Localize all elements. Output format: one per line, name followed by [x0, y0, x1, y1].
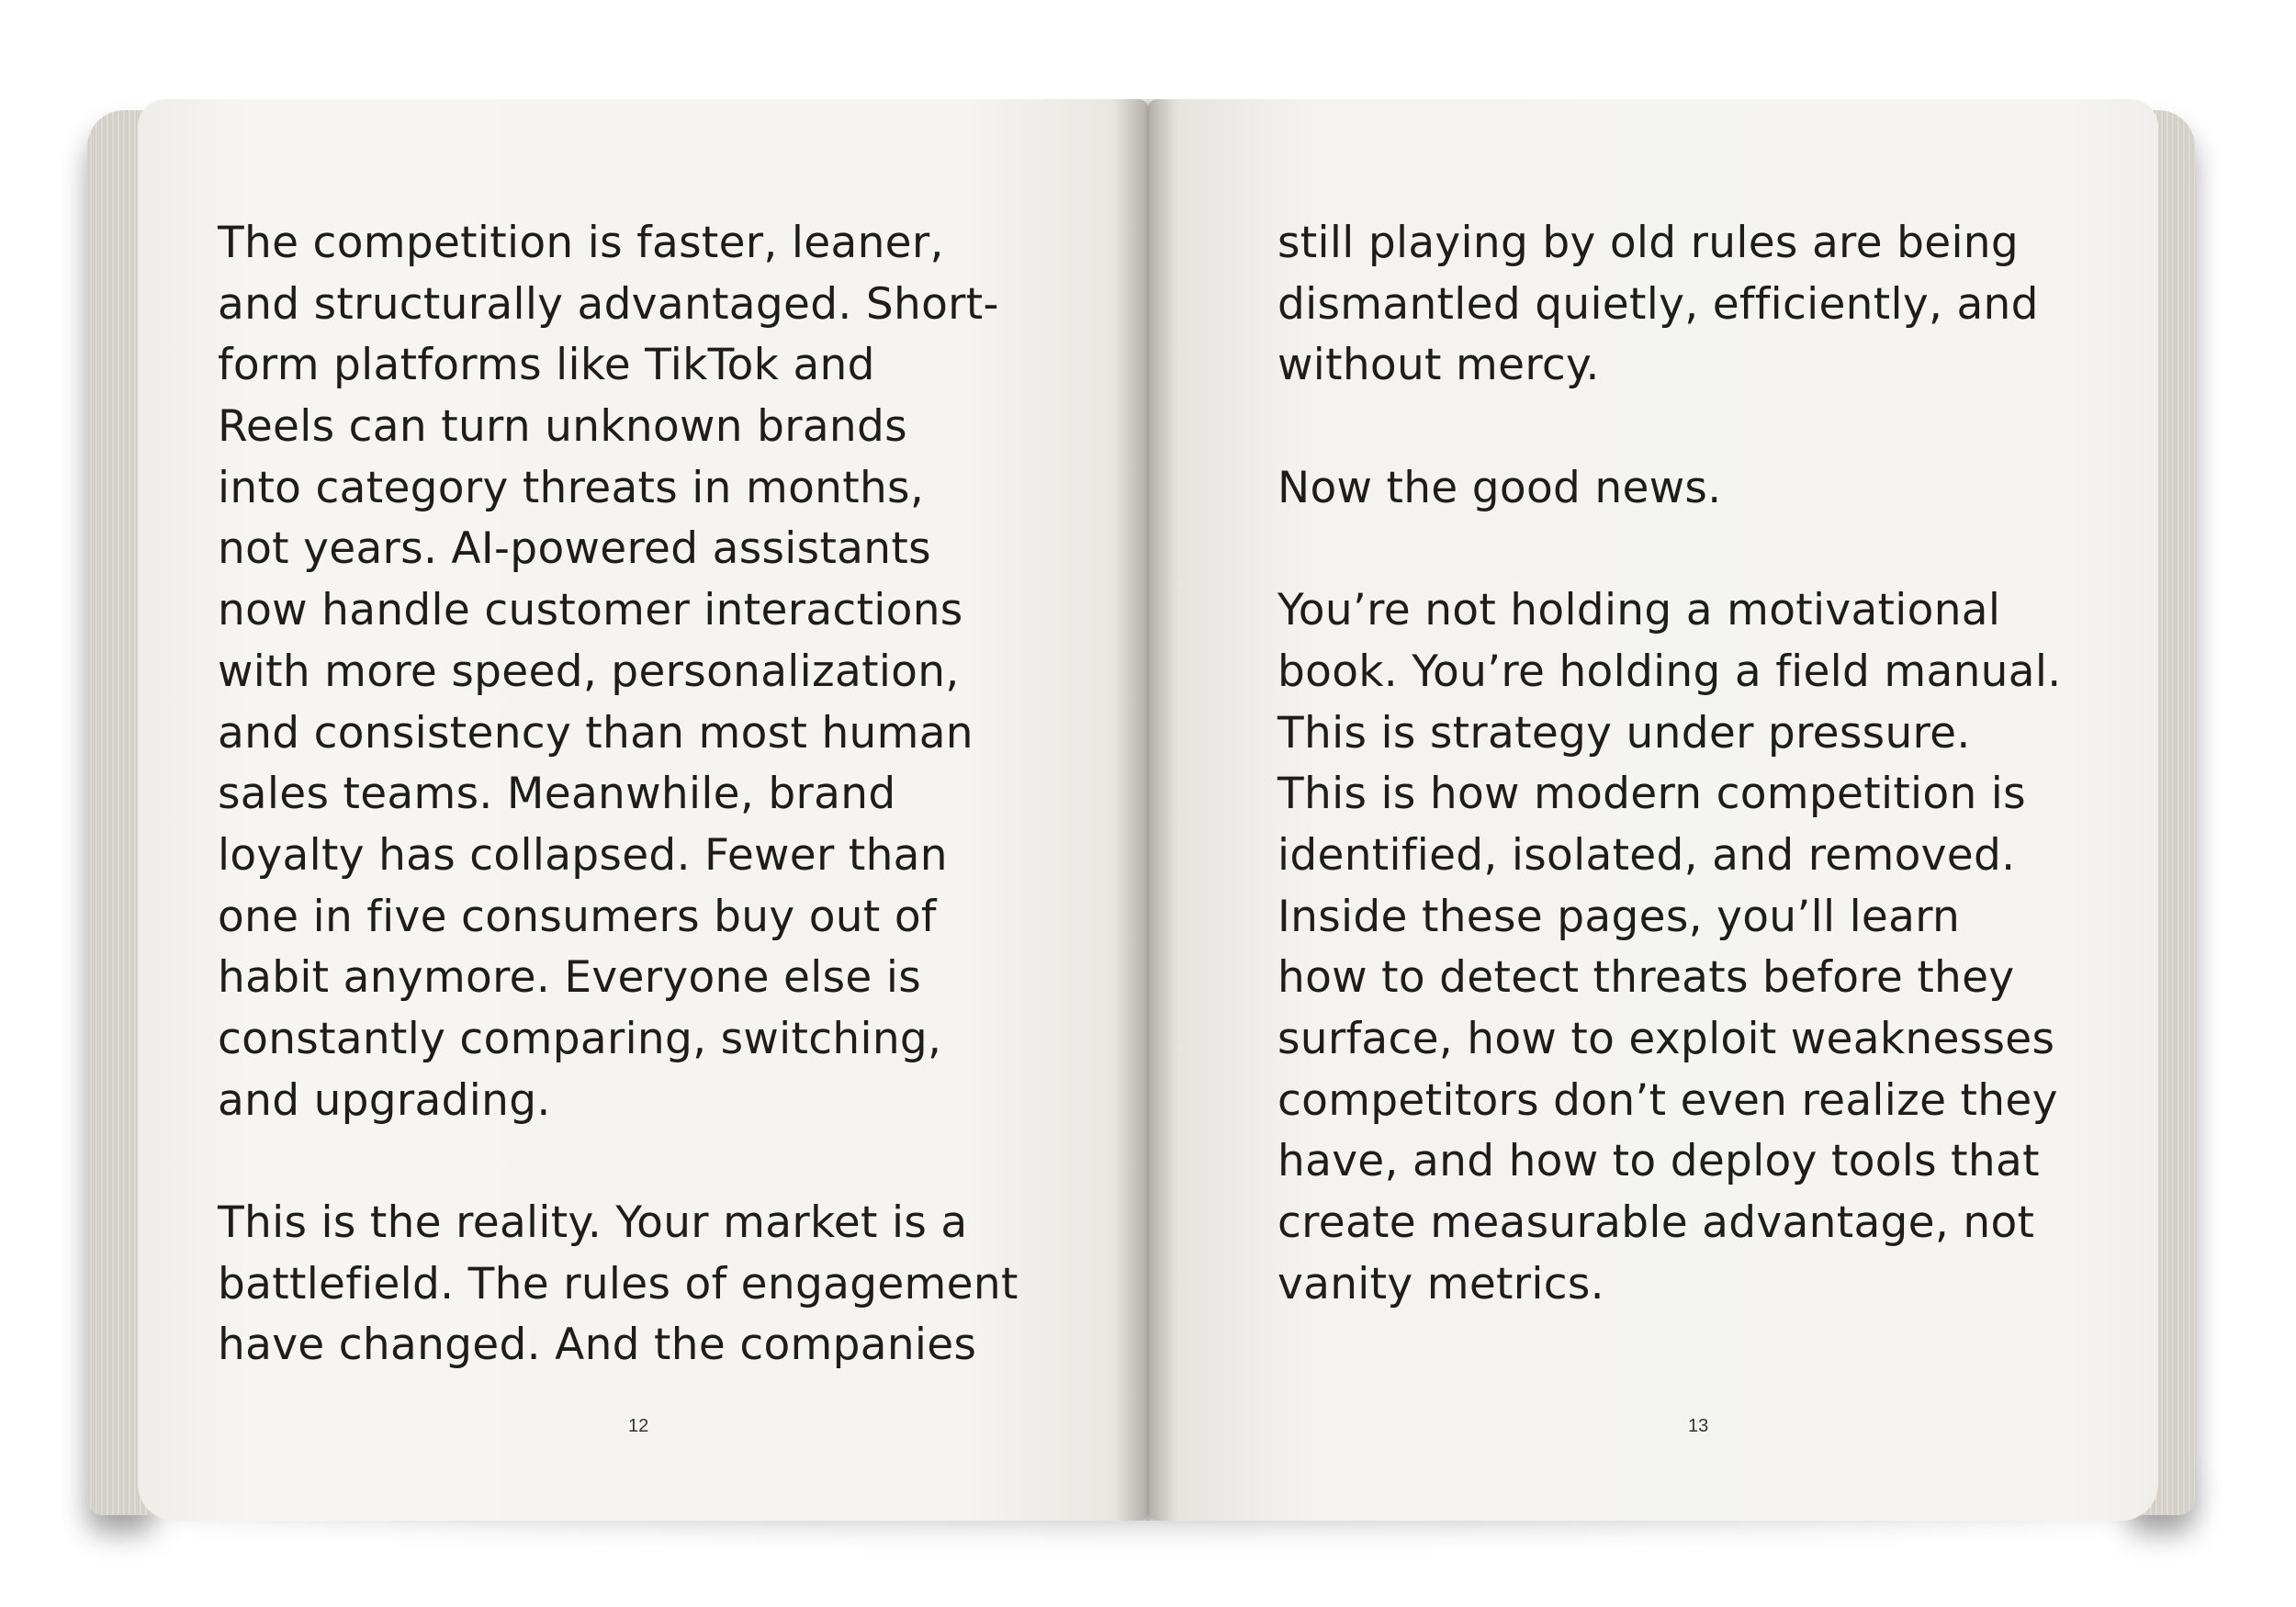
text-line: now handle customer interactions [218, 585, 963, 636]
text-line: sales teams. Meanwhile, brand [218, 769, 896, 820]
text-line: and consistency than most human [218, 707, 974, 759]
text-line: competitors don’t even realize they [1277, 1074, 2058, 1126]
page-number-left: 12 [628, 1416, 649, 1436]
text-line: battlefield. The rules of engagement [218, 1258, 1019, 1309]
paragraph [1277, 580, 2132, 1315]
text-line: not years. AI-powered assistants [218, 523, 931, 575]
text-line: This is how modern competition is [1277, 769, 2026, 820]
text-line: Now the good news. [1277, 462, 1722, 513]
text-line: how to detect threats before they [1277, 952, 2015, 1004]
text-line: without mercy. [1277, 340, 1600, 391]
text-line: This is strategy under pressure. [1277, 707, 1971, 759]
text-line: This is the reality. Your market is a [218, 1197, 968, 1248]
text-line: habit anymore. Everyone else is [218, 952, 922, 1004]
text-line: dismantled quietly, efficiently, and [1277, 278, 2039, 330]
text-line: create measurable advantage, not [1277, 1197, 2035, 1248]
paragraph [218, 213, 1118, 1131]
text-line: still playing by old rules are being [1277, 218, 2020, 268]
page-number-right: 13 [1688, 1416, 1709, 1436]
text-line: one in five consumers buy out of [218, 891, 937, 942]
text-line: loyalty has collapsed. Fewer than [218, 829, 948, 881]
paragraph-gap [1277, 519, 2132, 580]
text-line: have, and how to deploy tools that [1277, 1136, 2040, 1187]
text-line: vanity metrics. [1277, 1258, 1604, 1309]
text-line: You’re not holding a motivational [1277, 585, 2001, 636]
right-page-text [1277, 213, 2132, 1315]
text-line: surface, how to exploit weaknesses [1277, 1013, 2055, 1064]
paragraph-gap [218, 1131, 1118, 1193]
paragraph [1277, 213, 2132, 397]
text-line: and structurally advantaged. Short- [218, 278, 999, 330]
text-line: have changed. And the companies [218, 1320, 977, 1371]
text-line: with more speed, personalization, [218, 646, 960, 697]
text-line: form platforms like TikTok and [218, 340, 875, 391]
text-line: Inside these pages, you’ll learn [1277, 891, 1961, 942]
paragraph [1277, 458, 2132, 520]
text-line: and upgrading. [218, 1074, 551, 1126]
book-gutter [1116, 99, 1180, 1521]
text-line: book. You’re holding a field manual. [1277, 646, 2062, 697]
text-line: Reels can turn unknown brands [218, 401, 907, 453]
text-line: constantly comparing, switching, [218, 1013, 942, 1064]
text-line: into category threats in months, [218, 462, 925, 513]
paragraph-gap [1277, 397, 2132, 458]
text-line: identified, isolated, and removed. [1277, 829, 2016, 881]
left-page-text [218, 213, 1118, 1377]
text-line: The competition is faster, leaner, [218, 218, 944, 268]
paragraph [218, 1193, 1118, 1377]
